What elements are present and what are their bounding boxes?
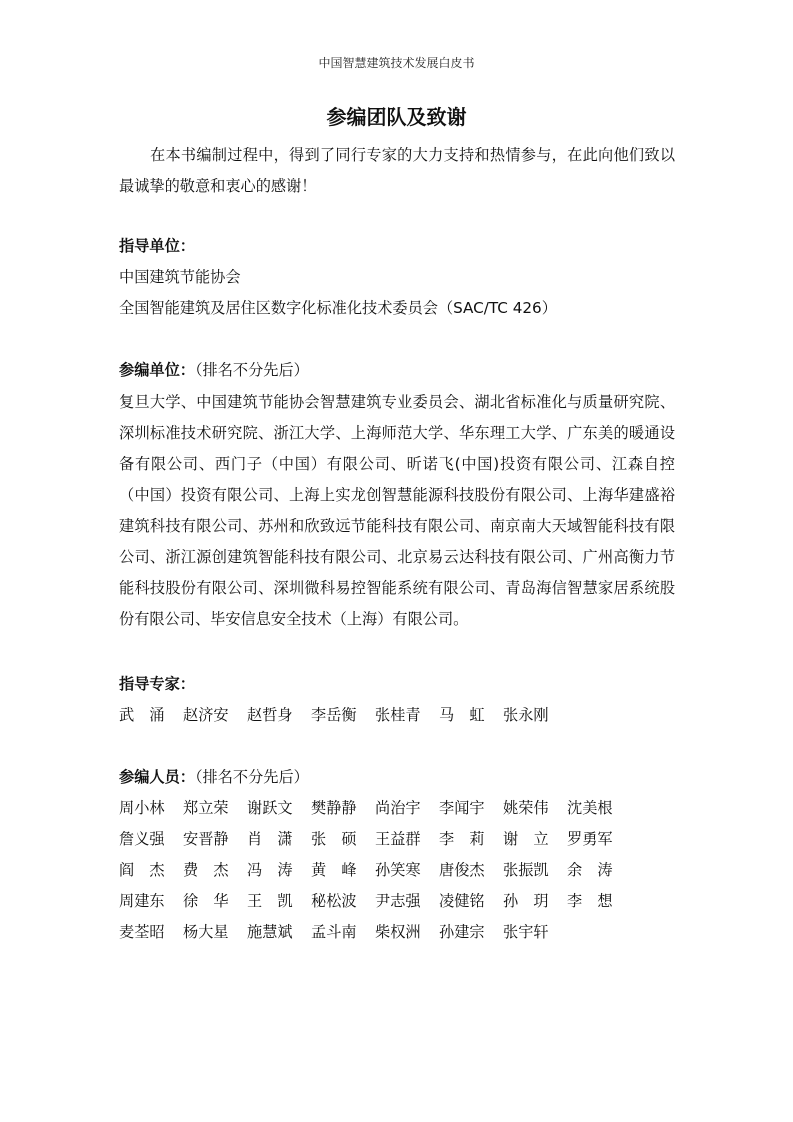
participating-units-note: （排名不分先后） [194,361,309,379]
editor-name: 黄 峰 [311,861,357,879]
editor-name: 王益群 [375,830,421,848]
editor-name: 王 凯 [247,892,293,910]
editor-name: 孟斗南 [311,923,357,941]
editor-name: 孙建宗 [439,923,485,941]
editor-name: 李 莉 [439,830,485,848]
editor-name: 杨大星 [183,923,229,941]
editor-name: 姚荣伟 [503,799,549,817]
guiding-unit-item: 全国智能建筑及居住区数字化标准化技术委员会（SAC/TC 426） [119,299,557,317]
editor-name: 柴权洲 [375,923,421,941]
editor-name: 詹义强 [119,830,165,848]
page-title: 参编团队及致谢 [326,105,467,129]
editor-name: 张宇轩 [503,923,549,941]
expert-name: 李岳衡 [311,706,357,724]
expert-name: 武 涌 [119,706,165,724]
guiding-experts-heading: 指导专家： [119,675,195,693]
intro-paragraph: 在本书编制过程中，得到了同行专家的大力支持和热情参与，在此向他们致以最诚挚的敬意和衷心的感谢！ [119,146,675,195]
guiding-unit-item: 中国建筑节能协会 [119,268,241,286]
editors-heading [119,762,309,793]
editor-name: 郑立荣 [183,799,229,817]
editor-name: 张振凯 [503,861,549,879]
participating-units-heading [119,355,309,386]
expert-name: 马 虹 [439,706,485,724]
editor-name: 施慧斌 [247,923,293,941]
editor-name: 麦荃昭 [119,923,165,941]
editor-name: 尚治宇 [375,799,421,817]
editor-name: 秘松波 [311,892,357,910]
editor-name: 周小林 [119,799,165,817]
editor-name: 尹志强 [375,892,421,910]
expert-name: 张永刚 [503,706,549,724]
expert-name: 赵哲身 [247,706,293,724]
editor-name: 凌健铭 [439,892,485,910]
editor-name: 罗勇军 [567,830,613,848]
expert-name: 张桂青 [375,706,421,724]
editors-heading-label: 参编人员： [119,768,195,786]
editor-name: 余 涛 [567,861,613,879]
editor-name: 阎 杰 [119,861,165,879]
editor-name: 孙 玥 [503,892,549,910]
editor-name: 沈美根 [567,799,613,817]
editor-name: 谢跃文 [247,799,293,817]
editor-name: 张 硕 [311,830,357,848]
editor-name: 安晋静 [183,830,229,848]
expert-name: 赵济安 [183,706,229,724]
running-header: 中国智慧建筑技术发展白皮书 [318,56,475,70]
editor-name: 徐 华 [183,892,229,910]
editor-name: 周建东 [119,892,165,910]
editor-name: 孙笑寒 [375,861,421,879]
editors-note: （排名不分先后） [194,768,309,786]
participating-units-list: 复旦大学、中国建筑节能协会智慧建筑专业委员会、湖北省标准化与质量研究院、深圳标准技术研究院、浙江大学、上海师范大学、华东理工大学、广东美的暖通设备有限公司、西门子（中国）有限公司、昕诺飞(中国)投资有限公司、江森自控（中国）投资有限公司、上海上实龙创智慧能源科技股份有限公司、上海华建盛裕建筑科技有限公司、苏州和欣致远节能科技有限公司、南京南大天域智能科技有限公司、浙江源创建筑智能科技有限公司、北京易云达科技有限公司、广州高衡力节能科技股份有限公司、深圳微科易控智能系统有限公司、青岛海信智慧家居系统股份有限公司、毕安信息安全技术（上海）有限公司。 [119,393,675,628]
editor-name: 冯 涛 [247,861,293,879]
editor-name: 李 想 [567,892,613,910]
editor-name: 费 杰 [183,861,229,879]
editor-name: 谢 立 [503,830,549,848]
editor-name: 樊静静 [311,799,357,817]
editor-name: 唐俊杰 [439,861,485,879]
guiding-units-heading: 指导单位： [119,237,195,255]
editor-name: 李闻宇 [439,799,485,817]
participating-units-heading-label: 参编单位： [119,361,195,379]
editor-name: 肖 潇 [247,830,293,848]
